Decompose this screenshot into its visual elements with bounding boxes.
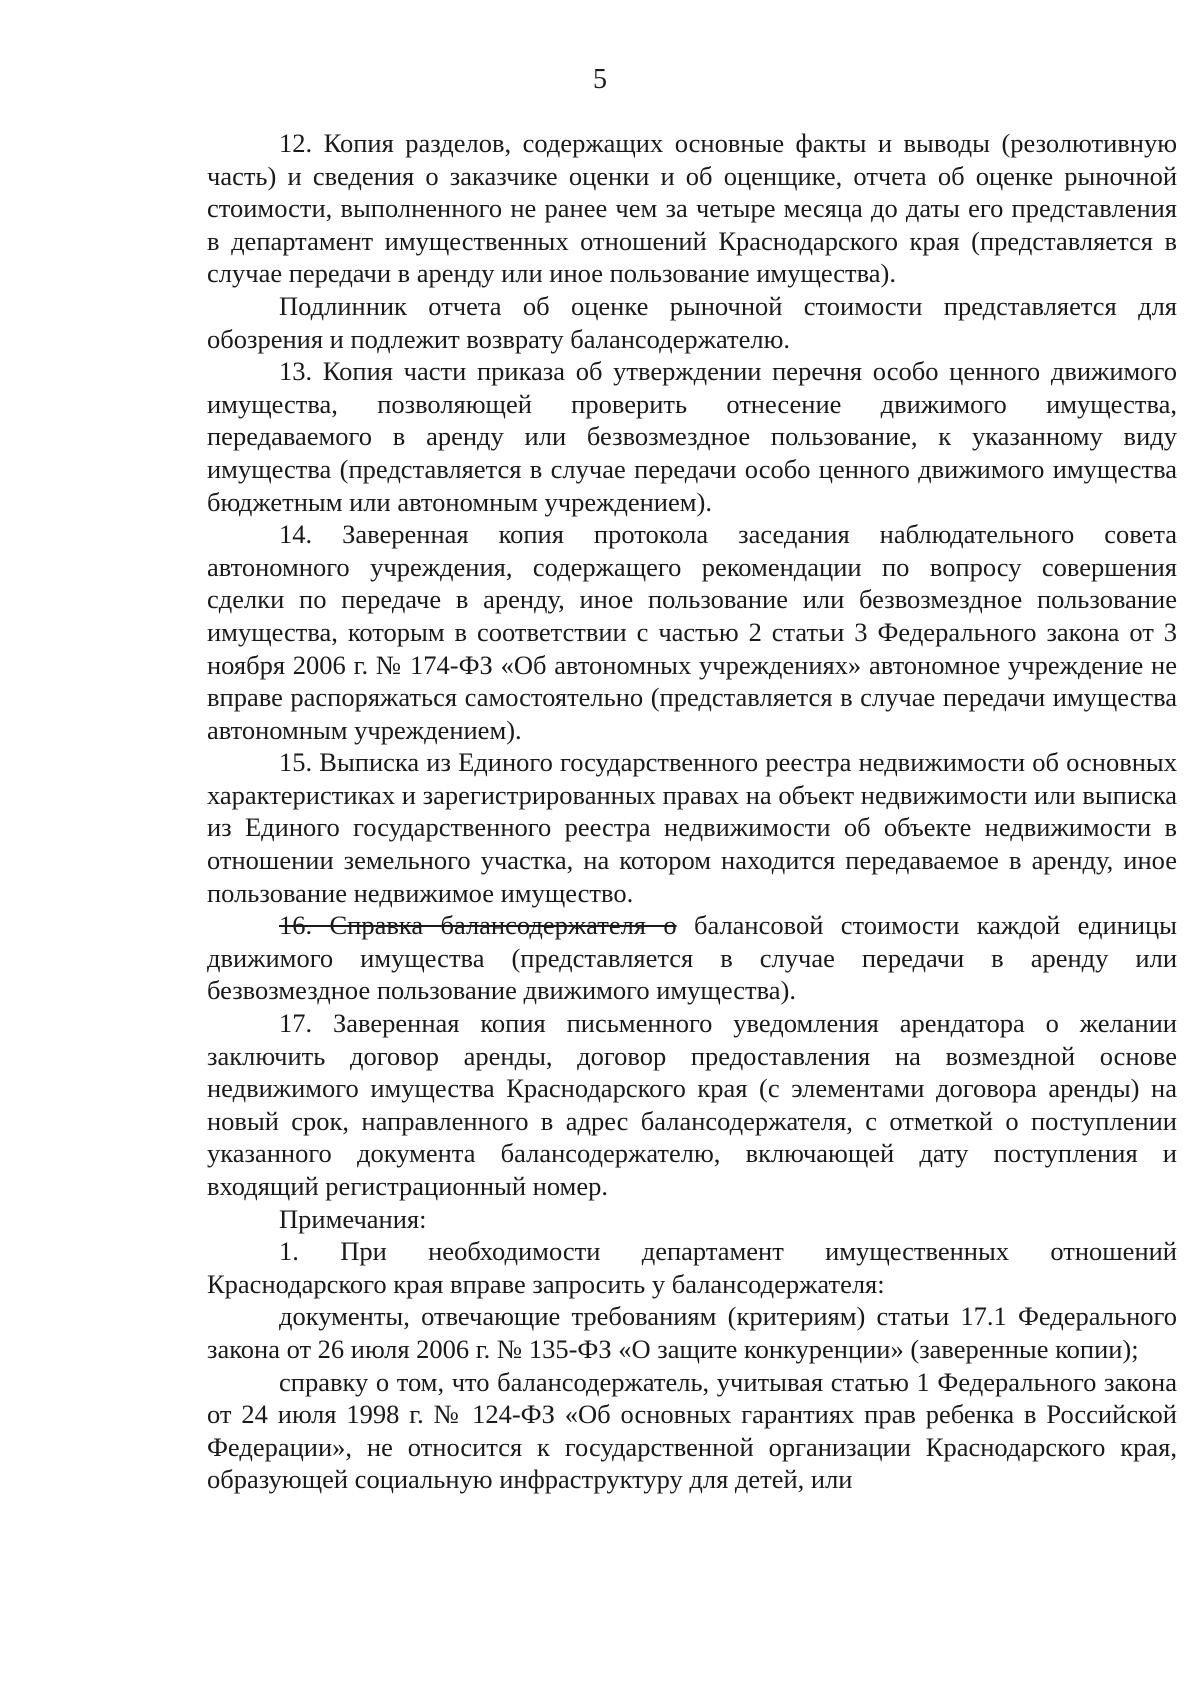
paragraph-16 (207, 909, 1177, 1007)
note-1-item-documents: документы, отвечающие требованиям (критериям) статьи 17.1 Федерального закона от 26 июля 2006 г. № 135-ФЗ «О защите конкуренции» (заверенные копии); (207, 1301, 1177, 1364)
note-1-item-certificate: справку о том, что балансодержатель, учитывая статью 1 Федерального закона от 24 июля 1998 г. № 124-ФЗ «Об основных гарантиях прав ребенка в Российской Федерации», не относится к государственной организации Краснодарского края, образующей социальную инфраструктуру для детей, или (207, 1366, 1177, 1495)
document-body (207, 127, 1177, 1496)
paragraph-12-note: Подлинник отчета об оценке рыночной стоимости представляется для обозрения и подлежит возврату балансодержателю. (207, 290, 1177, 354)
paragraph-17: 17. Заверенная копия письменного уведомления арендатора о желании заключить договор аренды, договор предоставления на возмездной основе недвижимого имущества Краснодарского края (с элементами договора аренды) на новый срок, направленного в адрес балансодержателя, с отметкой о поступлении указанного документа балансодержателю, включающей дату поступления и входящий регистрационный номер. (207, 1008, 1177, 1201)
paragraph-12: 12. Копия разделов, содержащих основные факты и выводы (резолютивную часть) и сведения о заказчике оценки и об оценщике, отчета об оценке рыночной стоимости, выполненного не ранее чем за четыре месяца до даты его представления в департамент имущественных отношений Краснодарского края (представляется в случае передачи в аренду или иное пользование имущества). (207, 128, 1177, 289)
paragraph-13: 13. Копия части приказа об утверждении перечня особо ценного движимого имущества, позволяющей проверить отнесение движимого имущества, передаваемого в аренду или безвозмездное пользование, к указанному виду имущества (представляется в случае передачи особо ценного движимого имущества бюджетным или автономным учреждением). (207, 356, 1177, 517)
paragraph-14: 14. Заверенная копия протокола заседания наблюдательного совета автономного учреждения, содержащего рекомендации по вопросу совершения сделки по передаче в аренду, иное пользование или безвозмездное пользование имущества, которым в соответствии с частью 2 статьи 3 Федерального закона от 3 ноября 2006 г. № 174-ФЗ «Об автономных учреждениях» автономное учреждение не вправе распоряжаться самостоятельно (представляется в случае передачи имущества автономным учреждением). (207, 519, 1177, 745)
paragraph-16-text: балансовой стоимости каждой единицы движимого имущества (представляется в случае передачи в аренду или безвозмездное пользование движимого имущества). (207, 910, 1177, 1006)
paragraph-16-struck-text: 16. Справка балансодержателя о (279, 910, 677, 941)
note-1: 1. При необходимости департамент имущественных отношений Краснодарского края вправе запросить у балансодержателя: (207, 1236, 1177, 1299)
paragraph-15: 15. Выписка из Единого государственного реестра недвижимости об основных характеристиках и зарегистрированных правах на объект недвижимости или выписка из Единого государственного реестра недвижимости об объекте недвижимости в отношении земельного участка, на котором находится передаваемое в аренду, иное пользование недвижимое имущество. (207, 747, 1177, 908)
page-number: 5 (593, 64, 607, 95)
notes-heading: Примечания: (279, 1203, 427, 1234)
